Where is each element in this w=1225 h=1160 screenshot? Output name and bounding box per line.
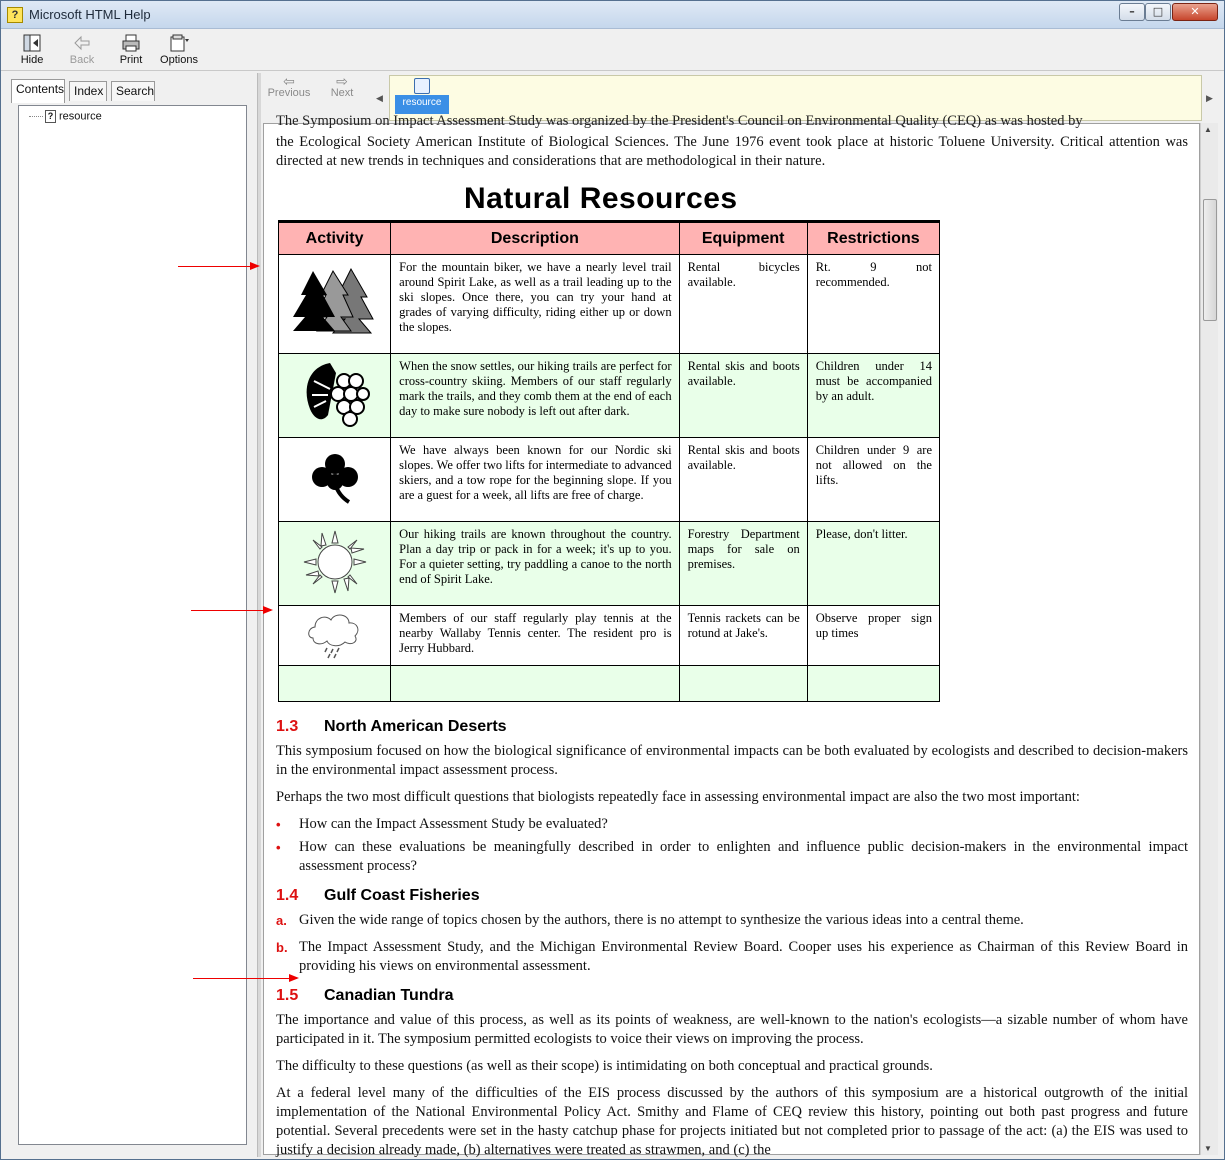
scroll-up-icon[interactable]: ▲	[1204, 125, 1212, 134]
trees-icon	[289, 267, 381, 337]
section-number: 1.4	[276, 887, 299, 904]
table-row	[279, 354, 940, 438]
content-scrollbar[interactable]	[1200, 123, 1218, 1155]
table-row	[279, 606, 940, 666]
list-item	[276, 838, 1188, 876]
list-item-text: How can these evaluations be meaningfully described in order to enlighten and influence public decision-makers in the environmental impact assessment process?	[299, 839, 1188, 874]
description-cell: Members of our staff regularly play tennis at the nearby Wallaby Tennis center. The resident pro is Jerry Hubbard.	[391, 606, 679, 666]
paragraph: Perhaps the two most difficult questions that biologists repeatedly face in assessing environmental impact are also the two most important:	[276, 789, 1080, 805]
section-number: 1.3	[276, 718, 299, 735]
window-title: Microsoft HTML Help	[29, 7, 151, 22]
sun-icon	[302, 529, 368, 595]
activity-cell	[279, 255, 391, 354]
section-heading	[276, 718, 507, 736]
column-header: Equipment	[679, 222, 807, 255]
annotation-arrow	[191, 610, 271, 611]
section-title: Canadian Tundra	[324, 987, 454, 1004]
activity-cell	[279, 666, 391, 702]
table-row	[279, 522, 940, 606]
equipment-cell: Rental bicycles available.	[679, 255, 807, 354]
maximize-button[interactable]: □	[1145, 3, 1171, 21]
options-button[interactable]	[156, 33, 202, 69]
close-button[interactable]: ✕	[1172, 3, 1218, 21]
paragraph: The difficulty to these questions (as well as their scope) is intimidating on both conceptual and practical grounds.	[276, 1058, 933, 1074]
next-button[interactable]	[317, 75, 367, 99]
rain-cloud-icon	[305, 608, 365, 660]
list-item-text: The Impact Assessment Study, and the Michigan Environmental Review Board. Cooper uses his experience as Chairman of this Review Board in providing his views on environmental assessment.	[299, 939, 1188, 974]
equipment-cell: Forestry Department maps for sale on premises.	[679, 522, 807, 606]
navigation-pane	[5, 73, 255, 1157]
title-bar[interactable]	[1, 1, 1224, 29]
bullet: •	[276, 817, 281, 832]
natural-resources-table	[278, 220, 940, 702]
section-number: 1.5	[276, 987, 299, 1004]
previous-button[interactable]	[264, 75, 314, 99]
tab-index[interactable]: Index	[69, 81, 107, 101]
description-cell: When the snow settles, our hiking trails are perfect for cross-country skiing. Members of our staff regularly mark the trails, and they comb them at the end of each day to make sure nobody is left out after dark.	[391, 354, 679, 438]
activity-cell	[279, 354, 391, 438]
back-label: Back	[69, 54, 95, 66]
activity-cell	[279, 522, 391, 606]
hide-label: Hide	[20, 54, 44, 66]
back-arrow-icon	[71, 33, 93, 53]
previous-label: Previous	[267, 87, 311, 99]
minimize-button[interactable]: –	[1119, 3, 1145, 21]
contents-tree[interactable]	[18, 105, 247, 1145]
list-marker: b.	[276, 940, 288, 955]
description-cell	[391, 666, 679, 702]
list-item	[276, 815, 1188, 834]
previous-arrow-icon: ⇦	[283, 73, 295, 89]
tree-connector	[29, 116, 43, 117]
table-row	[279, 666, 940, 702]
magnifier-icon	[414, 78, 430, 94]
column-header: Restrictions	[807, 222, 939, 255]
restrictions-cell: Rt. 9 not recommended.	[807, 255, 939, 354]
section-heading	[276, 987, 454, 1005]
equipment-cell: Rental skis and boots available.	[679, 438, 807, 522]
tab-contents[interactable]: Contents	[11, 79, 65, 103]
intro-cut-line: The Symposium on Impact Assessment Study was organized by the President's Council on Environmental Quality (CEQ) as was hosted by	[276, 113, 1083, 129]
restrictions-cell: Please, don't litter.	[807, 522, 939, 606]
options-label: Options	[160, 54, 198, 66]
column-header: Activity	[279, 222, 391, 255]
section-title: Gulf Coast Fisheries	[324, 887, 480, 904]
hide-button[interactable]	[9, 33, 55, 69]
scroll-down-icon[interactable]: ▼	[1204, 1144, 1212, 1153]
scroll-left-icon[interactable]: ◀	[376, 93, 383, 103]
bullet: •	[276, 840, 281, 855]
next-arrow-icon: ⇨	[336, 73, 348, 89]
list-item-text: Given the wide range of topics chosen by the authors, there is no attempt to synthesize the various ideas into a central theme.	[299, 912, 1024, 928]
options-icon	[168, 33, 190, 53]
description-cell: For the mountain biker, we have a nearly level trail around Spirit Lake, as well as a trail leading up to the ski slopes. Once there, you can try your hand at grades of varying difficulty, riding either up or down the slopes.	[391, 255, 679, 354]
grapes-icon	[300, 359, 370, 429]
list-item-text: How can the Impact Assessment Study be evaluated?	[299, 816, 608, 832]
table-row	[279, 438, 940, 522]
printer-icon	[120, 33, 142, 53]
list-item	[276, 938, 1188, 976]
restrictions-cell: Children under 9 are not allowed on the lifts.	[807, 438, 939, 522]
print-label: Print	[119, 54, 143, 66]
section-title: North American Deserts	[324, 718, 507, 735]
column-header: Description	[391, 222, 679, 255]
restrictions-cell: Children under 14 must be accompanied by an adult.	[807, 354, 939, 438]
equipment-cell: Rental skis and boots available.	[679, 354, 807, 438]
table-row	[279, 255, 940, 354]
paragraph: At a federal level many of the difficulties of the EIS process discussed by the authors of this symposium are a historical outgrowth of the initial implementation of the National Environmental Policy Act. Smithy and Flame of CEQ review this history, pointing out both past progress and future potential. Several precedents were set in the hasty catchup phase for projects initiated but not completed prior to passage of the act: (a) the EIS was used to justify a decision already made, (b) alternatives were treated as strawmen, and (c) the	[276, 1085, 1188, 1158]
pane-splitter[interactable]	[257, 73, 261, 1157]
help-app-icon: ?	[7, 7, 23, 23]
equipment-cell	[679, 666, 807, 702]
description-cell: Our hiking trails are known throughout the country. Plan a day trip or pack in for a week; it's up to you. For a quieter setting, try paddling a canoe to the north end of Spirit Lake.	[391, 522, 679, 606]
intro-paragraph: the Ecological Society American Institute of Biological Sciences. The June 1976 event took place at historic Toluene University. Critical attention was directed at new trends in techniques and considerations that are methodological in their nature.	[276, 134, 1188, 169]
toolbar	[1, 30, 1224, 71]
restrictions-cell	[807, 666, 939, 702]
section-heading	[276, 887, 480, 905]
table-title: Natural Resources	[464, 182, 738, 215]
clover-icon	[307, 450, 363, 506]
topic-content	[263, 113, 1200, 1158]
activity-cell	[279, 606, 391, 666]
back-button[interactable]	[59, 33, 105, 69]
paragraph: This symposium focused on how the biological significance of environmental impacts can be both evaluated by ecologists and described to decision-makers in the environmental impact assessment process.	[276, 743, 1188, 778]
next-label: Next	[330, 87, 354, 99]
tree-item-label: resource	[59, 110, 102, 123]
equipment-cell: Tennis rackets can be rotund at Jake's.	[679, 606, 807, 666]
hide-pane-icon	[21, 33, 43, 53]
activity-cell	[279, 438, 391, 522]
scrollbar-thumb[interactable]	[1203, 199, 1217, 321]
annotation-arrow	[193, 978, 297, 979]
list-item	[276, 911, 1188, 930]
tree-item[interactable]	[29, 110, 102, 123]
topic-tab-label: resource	[395, 95, 449, 114]
help-topic-icon: ?	[45, 110, 56, 123]
annotation-arrow	[178, 266, 258, 267]
tab-search[interactable]: Search	[111, 81, 155, 101]
print-button[interactable]	[108, 33, 154, 69]
scroll-right-icon[interactable]: ▶	[1206, 93, 1213, 103]
description-cell: We have always been known for our Nordic ski slopes. We offer two lifts for intermediate to advanced skiers, and a tow rope for the beginning slope. If you are a guest for a week, all lifts are free of charge.	[391, 438, 679, 522]
paragraph: The importance and value of this process, as well as its points of weakness, are well-known to the nation's ecologists—a sizable number of whom have participated in it. The symposium permitted ecologists to voice their views on improving the process.	[276, 1012, 1188, 1047]
list-marker: a.	[276, 913, 287, 928]
restrictions-cell: Observe proper sign up times	[807, 606, 939, 666]
